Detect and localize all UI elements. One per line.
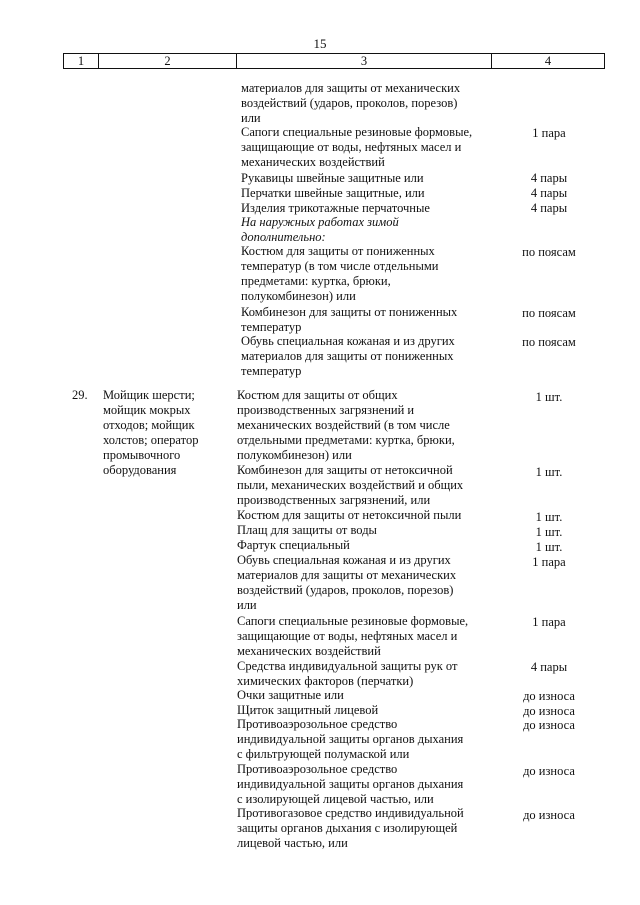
item-text-line: индивидуальной защиты органов дыхания (237, 732, 464, 746)
occupation-line: Мойщик шерсти; (103, 388, 195, 402)
item-text-line: полукомбинезон) или (241, 289, 356, 303)
quantity: 4 пары (530, 201, 568, 215)
item-text-line: с фильтрующей полумаской или (237, 747, 410, 761)
occupation-line: оборудования (103, 463, 177, 477)
item-text-line: производственных загрязнений и (237, 403, 415, 417)
item-text-line: Противогазовое средство индивидуальной (237, 806, 464, 820)
quantity: по поясам (522, 245, 576, 259)
quantity: 1 шт. (535, 525, 563, 539)
table-header-row (63, 53, 605, 69)
header-col-3: 3 (237, 54, 492, 68)
quantity: по поясам (522, 306, 576, 320)
item-text-line: материалов для защиты от пониженных (241, 349, 454, 363)
item-text-line: температур (241, 320, 302, 334)
header-col-4: 4 (544, 54, 552, 68)
item-text-line: Противоаэрозольное средство (237, 717, 398, 731)
occupation-line: промывочного (103, 448, 181, 462)
row-number: 29. (72, 388, 88, 402)
item-text-line: механических воздействий (в том числе (237, 418, 450, 432)
quantity: 4 пары (530, 171, 568, 185)
item-text-line: защиты органов дыхания с изолирующей (237, 821, 458, 835)
item-text-line: температур (в том числе отдельными (241, 259, 439, 273)
item-text-line: защищающие от воды, нефтяных масел и (241, 140, 462, 154)
item-text-line: воздействий (ударов, проколов, порезов) (237, 583, 454, 597)
item-text-line: Противоаэрозольное средство (237, 762, 398, 776)
item-text-line: Перчатки швейные защитные, или (241, 186, 425, 200)
quantity: 1 пара (532, 555, 566, 569)
item-text-line: На наружных работах зимой (241, 215, 399, 229)
quantity: по поясам (522, 335, 576, 349)
item-text-line: индивидуальной защиты органов дыхания (237, 777, 464, 791)
item-text-line: предметами: куртка, брюки, (241, 274, 391, 288)
item-text-line: Костюм для защиты от общих (237, 388, 398, 402)
quantity: до износа (523, 764, 575, 778)
item-text-line: Рукавицы швейные защитные или (241, 171, 424, 185)
quantity: 1 пара (532, 126, 566, 140)
item-text-line: Сапоги специальные резиновые формовые, (237, 614, 469, 628)
quantity: до износа (523, 689, 575, 703)
item-text-line: Фартук специальный (237, 538, 350, 552)
item-text-line: с изолирующей лицевой частью, или (237, 792, 434, 806)
item-text-line: Сапоги специальные резиновые формовые, (241, 125, 473, 139)
item-text-line: защищающие от воды, нефтяных масел и (237, 629, 458, 643)
quantity: 1 шт. (535, 465, 563, 479)
item-text-line: пыли, механических воздействий и общих (237, 478, 464, 492)
item-text-line: Костюм для защиты от пониженных (241, 244, 435, 258)
item-text-line: температур (241, 364, 302, 378)
item-text-line: Очки защитные или (237, 688, 344, 702)
item-text-line: отдельными предметами: куртка, брюки, (237, 433, 455, 447)
item-text-line: Плащ для защиты от воды (237, 523, 377, 537)
occupation-line: мойщик мокрых (103, 403, 191, 417)
item-text-line: Щиток защитный лицевой (237, 703, 379, 717)
quantity: до износа (523, 704, 575, 718)
quantity: 4 пары (530, 186, 568, 200)
page-number: 15 (313, 36, 327, 51)
header-col-1: 1 (64, 54, 99, 68)
item-text-line: полукомбинезон) или (237, 448, 352, 462)
quantity: 4 пары (530, 660, 568, 674)
item-text-line: или (241, 111, 261, 125)
item-text-line: дополнительно: (241, 230, 326, 244)
item-text-line: воздействий (ударов, проколов, порезов) (241, 96, 458, 110)
quantity: 1 пара (532, 615, 566, 629)
item-text-line: Костюм для защиты от нетоксичной пыли (237, 508, 462, 522)
item-text-line: или (237, 598, 257, 612)
item-text-line: химических факторов (перчатки) (237, 674, 414, 688)
item-text-line: материалов для защиты от механических (241, 81, 461, 95)
header-col-2: 2 (99, 54, 237, 68)
item-text-line: Комбинезон для защиты от пониженных (241, 305, 458, 319)
quantity: до износа (523, 718, 575, 732)
item-text-line: механических воздействий (241, 155, 385, 169)
item-text-line: Комбинезон для защиты от нетоксичной (237, 463, 453, 477)
item-text-line: Изделия трикотажные перчаточные (241, 201, 430, 215)
item-text-line: лицевой частью, или (237, 836, 348, 850)
item-text-line: Средства индивидуальной защиты рук от (237, 659, 458, 673)
item-text-line: Обувь специальная кожаная и из других (237, 553, 451, 567)
quantity: 1 шт. (535, 390, 563, 404)
item-text-line: Обувь специальная кожаная и из других (241, 334, 455, 348)
quantity: 1 шт. (535, 510, 563, 524)
item-text-line: производственных загрязнений, или (237, 493, 431, 507)
quantity: 1 шт. (535, 540, 563, 554)
item-text-line: материалов для защиты от механических (237, 568, 457, 582)
occupation-line: отходов; мойщик (103, 418, 195, 432)
occupation-line: холстов; оператор (103, 433, 199, 447)
item-text-line: механических воздействий (237, 644, 381, 658)
quantity: до износа (523, 808, 575, 822)
